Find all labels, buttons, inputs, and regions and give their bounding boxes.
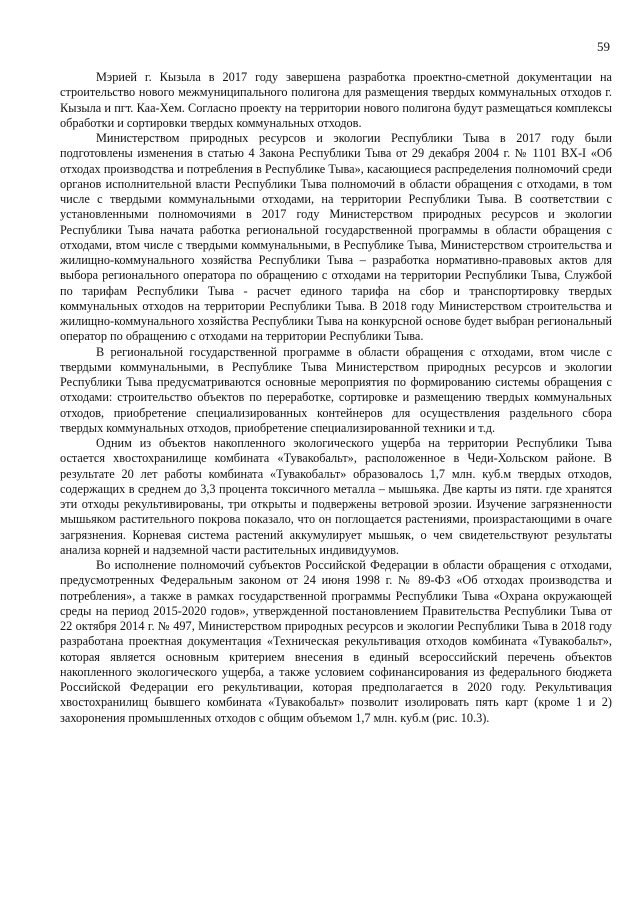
paragraph-regional-program: В региональной государственной программе в области обращения с отходами, втом числе с твердыми коммунальными, в Республике Тыва Министерством природных ресурсов и экологии Республики Тыва предусматриваются основные мероприятия по формированию системы обращения с отходами: строительство объектов по переработке, сортировке и размещению твердых коммунальных отходов, приобретение специализированных контейнеров для осуществления раздельного сбора твердых коммунальных отходов, приобретение специализированной техники и т.д. <box>60 344 612 435</box>
paragraph-tailings-damage: Одним из объектов накопленного экологического ущерба на территории Республики Тыва остается хвостохранилище комбината «Тувакобальт», расположенное в Чеди-Хольском районе. В результате 20 лет работы комбината «Тувакобальт» образовалось 1,7 млн. куб.м твердых отходов, содержащих в среднем до 3,3 процента токсичного металла – мышьяка. Две карты из пяти. где хранятся эти отходы рекультивированы, три открыты и подвержены ветровой эрозии. Изучение загрязненности мышьяком растительного покрова показало, что он поглощается растениями, произрастающими в очаге загрязнения. Корневая система растений аккумулирует мышьяк, о чем свидетельствуют результаты анализа корней и надземной части растительных индивидуумов. <box>60 436 612 557</box>
paragraph-reclamation-project: Во исполнение полномочий субъектов Российской Федерации в области обращения с отходами, предусмотренных Федеральным законом от 24 июня 1998 г. № 89-ФЗ «Об отходах производства и потребления», а также в рамках государственной программы Республики Тыва «Охрана окружающей среды на период 2015-2020 годов», утвержденной постановлением Правительства Республики Тыва от 22 октября 2014 г. № 497, Министерством природных ресурсов и экологии Республики Тыва в 2018 году разработана проектная документация «Техническая рекультивация отходов комбината «Тувакобальт», которая является основным критерием внесения в единый всероссийский перечень объектов накопленного экологического ущерба, а также условием софинансирования из федерального бюджета Российской Федерации его рекультивации, которая предполагается в 2020 году. Рекультивация хвостохранилищ бывшего комбината «Тувакобальт» позволит изолировать пять карт (кроме 1 и 2) захоронения промышленных отходов с общим объемом 1,7 млн. куб.м (рис. 10.3). <box>60 558 612 725</box>
paragraph-landfill-design: Мэрией г. Кызыла в 2017 году завершена разработка проектно-сметной документации на строительство нового межмуниципального полигона для размещения твердых коммунальных отходов г. Кызыла и пгт. Каа-Хем. Согласно проекту на территории нового полигона будут размещаться комплексы обработки и сортировки твердых коммунальных отходов. <box>60 70 612 130</box>
document-body <box>60 70 612 726</box>
page-number: 59 <box>597 39 610 54</box>
paragraph-law-amendments: Министерством природных ресурсов и экологии Республики Тыва в 2017 году были подготовлены изменения в статью 4 Закона Республики Тыва от 29 декабря 2004 г. № 1101 ВХ-I «Об отходах производства и потребления в Республике Тыва», касающиеся распределения полномочий среди органов исполнительной власти Республики Тыва полномочий в области обращения с отходами, в том числе с твердыми коммунальными отходами, на территории Республики Тыва. В соответствии с установленными полномочиями в 2017 году Министерством природных ресурсов и экологии Республики Тыва начата работка региональной государственной программы в области обращения с отходами, втом числе с твердыми коммунальными, в Республике Тыва, Министерством строительства и жилищно-коммунального хозяйства Республики Тыва – разработка нормативно-правовых актов для выбора регионального оператора по обращению с отходами на территории Республики Тыва, Службой по тарифам Республики Тыва - расчет единого тарифа на сбор и транспортировку твердых коммунальных отходов на территории Республики Тыва. В 2018 году Министерством строительства и жилищно-коммунального хозяйства Республики Тыва на конкурсной основе будет выбран региональный оператор по обращению с отходами на территории Республики Тыва. <box>60 131 612 344</box>
